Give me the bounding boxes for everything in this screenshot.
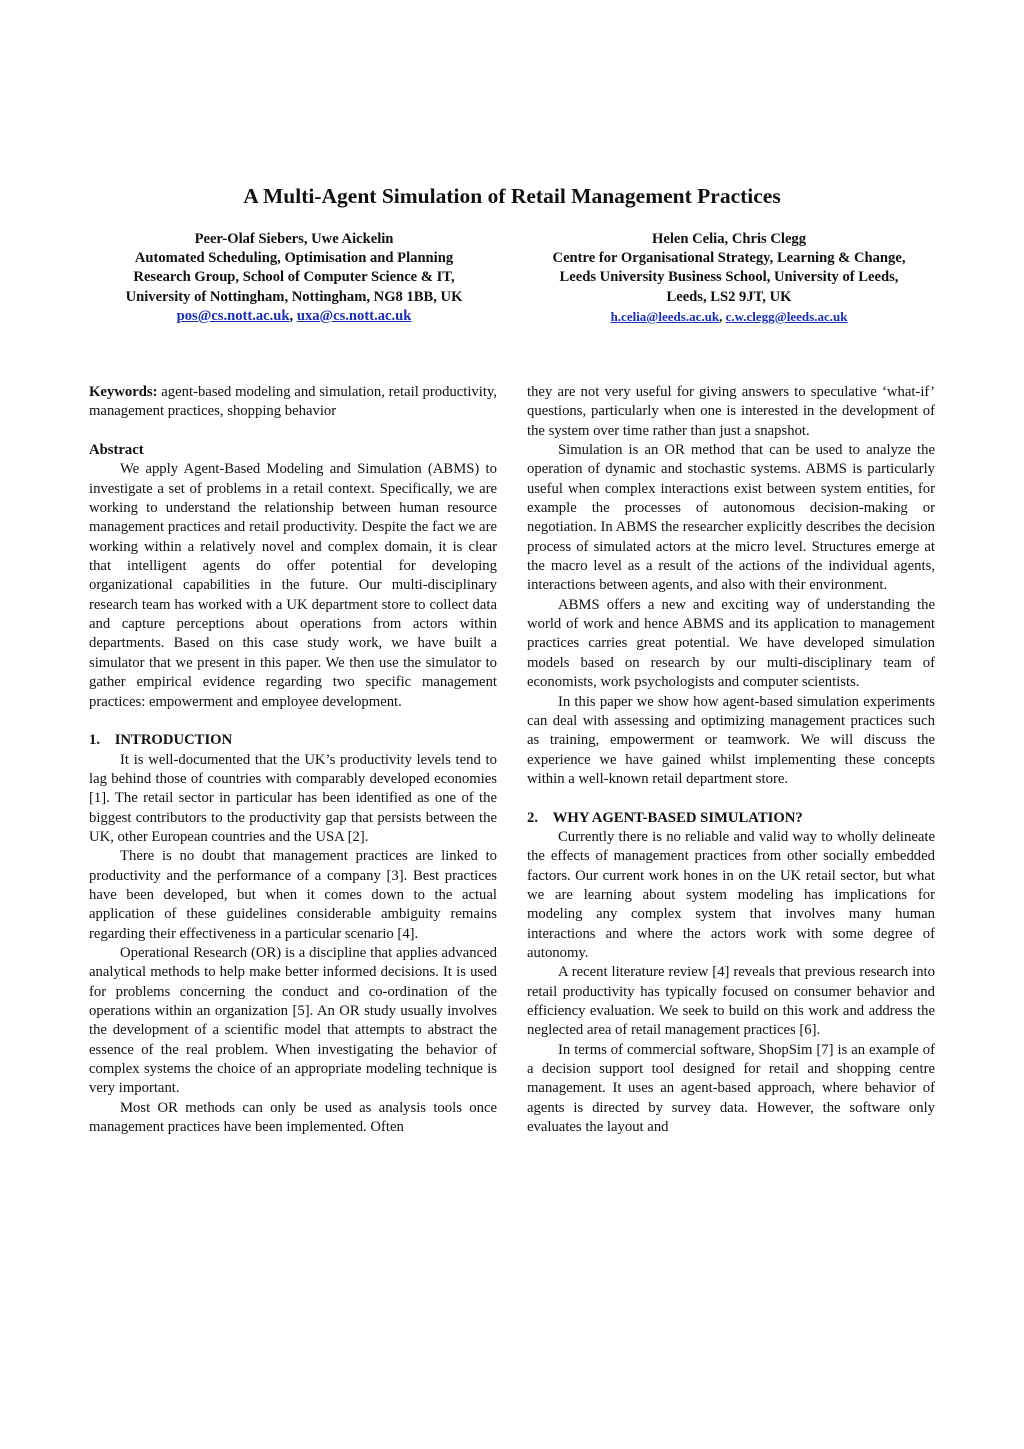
affiliation-line: Centre for Organisational Strategy, Learning & Change, bbox=[552, 250, 906, 267]
paper-title: A Multi-Agent Simulation of Retail Management Practices bbox=[243, 184, 781, 208]
affiliation-line: Research Group, School of Computer Science & IT, bbox=[133, 269, 455, 286]
email-link[interactable]: uxa@cs.nott.ac.uk bbox=[296, 307, 412, 324]
paragraph-continued: they are not very useful for giving answers to speculative ‘what-if’ questions, particularly when one is interested in the development of the system over time rather than just a snapshot. bbox=[527, 384, 935, 439]
paragraph: In this paper we show how agent-based simulation experiments can deal with assessing and optimizing management practices such as training, empowerment or teamwork. We will discuss the experience we have gained whilst implementing these concepts within a well-known retail department store. bbox=[527, 693, 935, 787]
affiliation-line: University of Nottingham, Nottingham, NG8 1BB, UK bbox=[125, 288, 463, 305]
paragraph: Most OR methods can only be used as analysis tools once management practices have been implemented. Often bbox=[89, 1099, 497, 1136]
paragraph: Operational Research (OR) is a discipline that applies advanced analytical methods to help make better informed decisions. It is used for problems concerning the conduct and co-ordination of the operations within an organization [5]. An OR study usually involves the development of a scientific model that attempts to abstract the essence of the real problem. When investigating the behavior of complex systems the choice of an appropriate modeling technique is very important. bbox=[89, 944, 497, 1097]
abstract-text: We apply Agent-Based Modeling and Simulation (ABMS) to investigate a set of problems in a retail context. Specifically, we are working to understand the relationship between human resource management practices and retail productivity. Despite the fact we are working within a relatively novel and complex domain, it is clear that intelligent agents do offer potential for developing organizational capabilities in the future. Our multi-disciplinary research team has worked with a UK department store to collect data and capture perceptions about operations from actors within departments. Based on this case study work, we have built a simulator that we present in this paper. We then use the simulator to gather empirical evidence regarding two specific management practices: empowerment and employee development. bbox=[89, 461, 497, 710]
keywords-label: Keywords: bbox=[89, 384, 158, 400]
affiliation-line: Leeds University Business School, University of Leeds, bbox=[559, 269, 899, 286]
email-link[interactable]: pos@cs.nott.ac.uk bbox=[176, 307, 290, 324]
author-names: Helen Celia, Chris Clegg bbox=[651, 231, 807, 247]
affiliation-line: Leeds, LS2 9JT, UK bbox=[666, 288, 792, 305]
email-link[interactable]: h.celia@leeds.ac.uk bbox=[610, 308, 720, 324]
author-block-left bbox=[79, 230, 509, 326]
section-heading-introduction: 1. INTRODUCTION bbox=[89, 732, 233, 749]
paragraph: There is no doubt that management practices are linked to productivity and the performance of a company [3]. Best practices have been developed, but when it comes down to the actual application of these guidelines considerable ambiguity remains regarding their effectiveness in a particular scenario [4]. bbox=[89, 848, 497, 942]
affiliation-line: Automated Scheduling, Optimisation and Planning bbox=[134, 250, 454, 267]
author-block-right bbox=[514, 230, 944, 326]
paragraph: Simulation is an OR method that can be used to analyze the operation of dynamic and stochastic systems. ABMS is particularly useful when complex interactions exist between system entities, for example the processes of autonomous decision-making or negotiation. In ABMS the researcher explicitly describes the decision process of simulated actors at the micro level. Structures emerge at the macro level as a result of the actions of the individual agents, interactions between agents, and also with their environment. bbox=[527, 442, 935, 594]
paragraph: It is well-documented that the UK’s productivity levels tend to lag behind those of countries with comparably developed economies [1]. The retail sector in particular has been identified as one of the biggest contributors to the productivity gap that persists between the UK, other European countries and the USA [2]. bbox=[89, 751, 497, 845]
right-column bbox=[527, 383, 935, 1137]
section-heading-why-abs: 2. WHY AGENT-BASED SIMULATION? bbox=[527, 809, 803, 826]
author-emails: h.celia@leeds.ac.uk, c.w.clegg@leeds.ac.uk bbox=[610, 308, 848, 324]
author-names: Peer-Olaf Siebers, Uwe Aickelin bbox=[194, 231, 394, 247]
abstract-heading: Abstract bbox=[89, 442, 144, 459]
paragraph: Currently there is no reliable and valid way to wholly delineate the effects of management practices from other socially embedded factors. Our current work hones in on the UK retail sector, but what we are learning about system modeling has implications for modeling any complex system that involves many human interactions and where the actors work with some degree of autonomy. bbox=[527, 828, 935, 961]
left-column bbox=[89, 383, 497, 1137]
keywords bbox=[89, 383, 497, 422]
email-link[interactable]: c.w.clegg@leeds.ac.uk bbox=[725, 308, 848, 324]
keywords-text: agent-based modeling and simulation, retail productivity, management practices, shopping behavior bbox=[89, 384, 498, 420]
paragraph: ABMS offers a new and exciting way of understanding the world of work and hence ABMS and its application to management practices carries great potential. We have developed simulation models based on research by our multi-disciplinary team of economists, work psychologists and computer scientists. bbox=[527, 596, 935, 691]
author-emails: pos@cs.nott.ac.uk, uxa@cs.nott.ac.uk bbox=[176, 307, 412, 324]
paragraph: In terms of commercial software, ShopSim [7] is an example of a decision support tool designed for retail and shopping centre management. It uses an agent-based approach, where behavior of agents is directed by survey data. However, the software only evaluates the layout and bbox=[527, 1041, 935, 1136]
paragraph: A recent literature review [4] reveals that previous research into retail productivity has typically focused on consumer behavior and efficiency evaluation. We seek to build on this work and address the neglected area of retail management practices [6]. bbox=[527, 964, 935, 1039]
